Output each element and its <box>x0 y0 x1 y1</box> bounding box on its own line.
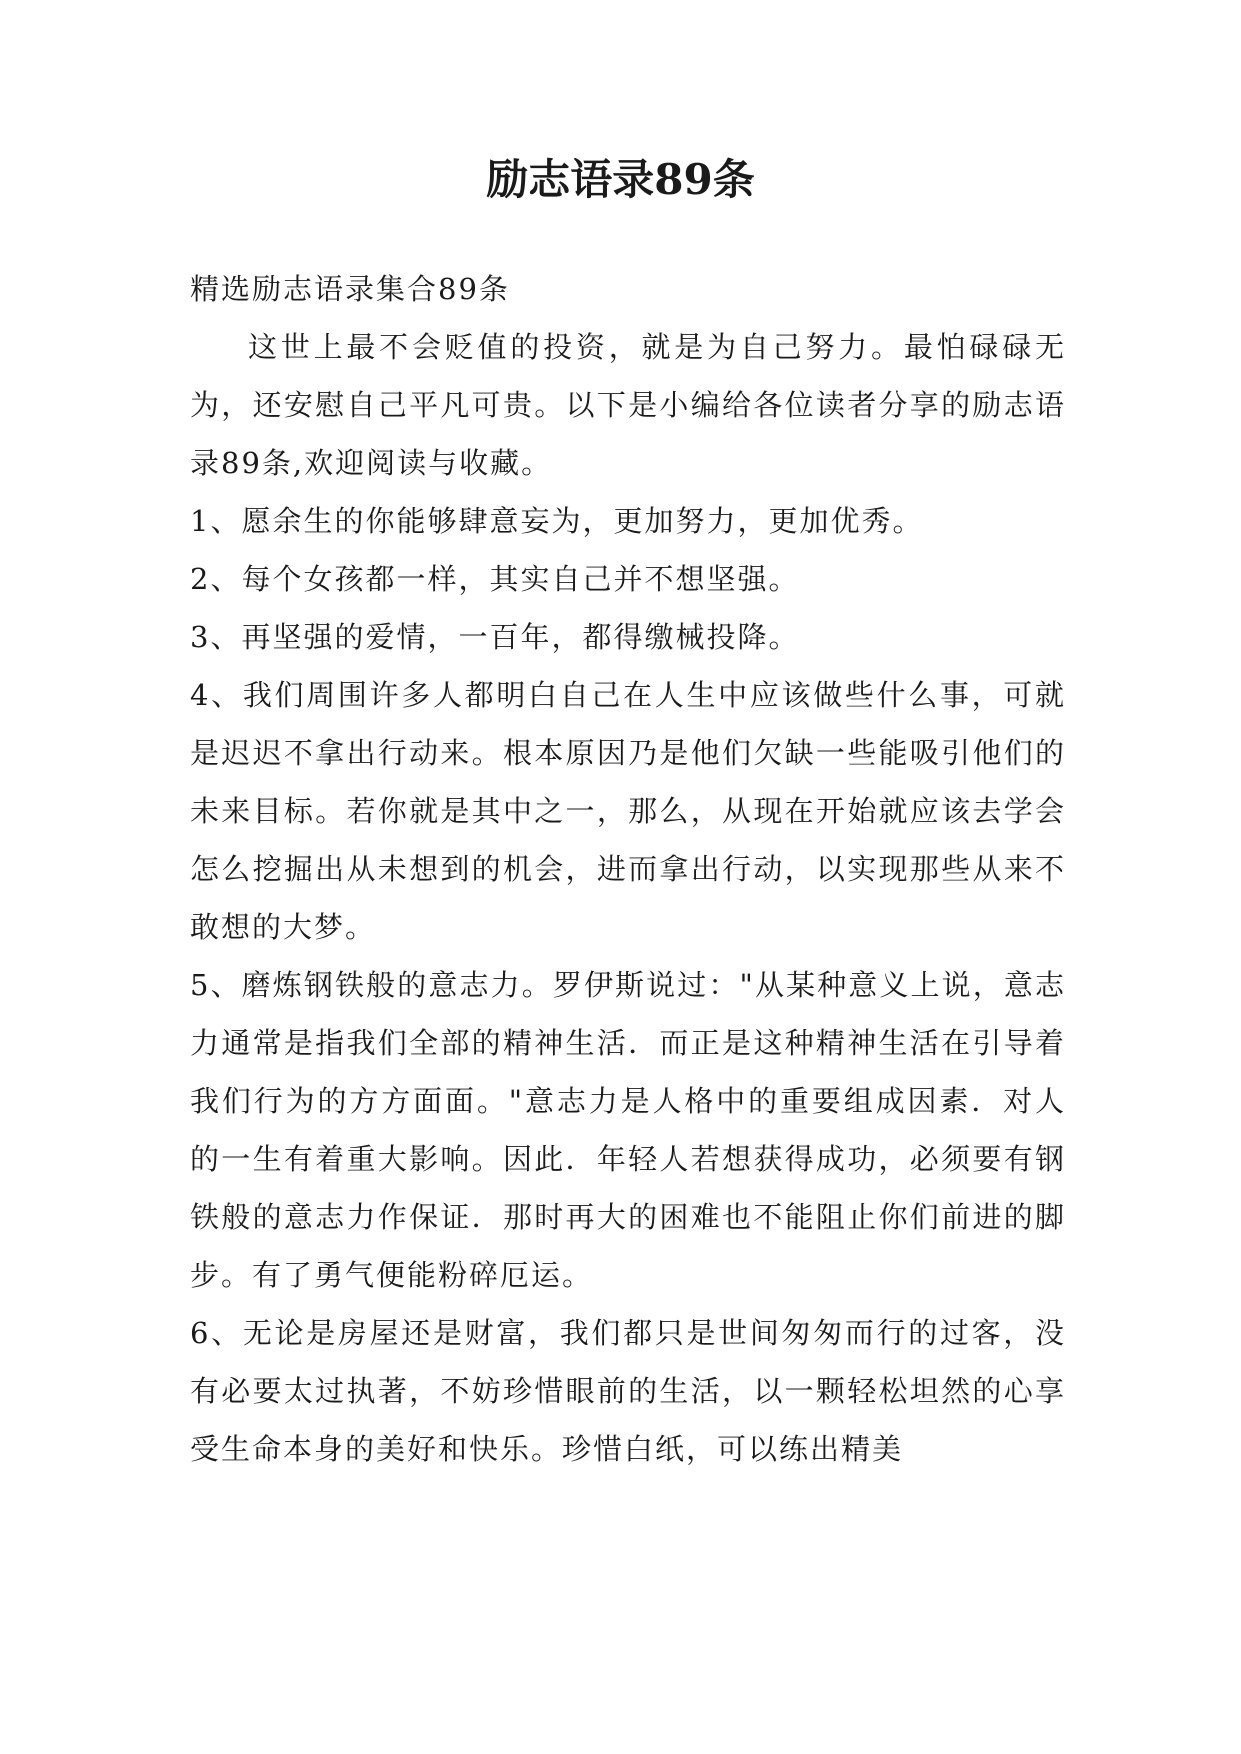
quote-item-3: 3、再坚强的爱情，一百年，都得缴械投降。 <box>190 620 800 654</box>
document-title: 励志语录89条 <box>486 155 755 204</box>
document-subtitle: 精选励志语录集合89条 <box>190 272 510 306</box>
quote-item-2: 2、每个女孩都一样，其实自己并不想坚强。 <box>190 562 800 596</box>
quote-item-4: 4、我们周围许多人都明白自己在人生中应该做些什么事，可就是迟迟不拿出行动来。根本原因乃是他们欠缺一些能吸引他们的未来目标。若你就是其中之一，那么，从现在开始就应该去学会怎么挖掘出从未想到的机会，进而拿出行动，以实现那些从来不敢想的大梦。 <box>190 678 1066 944</box>
intro-paragraph: 这世上最不会贬值的投资，就是为自己努力。最怕碌碌无为，还安慰自己平凡可贵。以下是小编给各位读者分享的励志语录89条,欢迎阅读与收藏。 <box>190 330 1066 480</box>
quote-item-1: 1、愿余生的你能够肆意妄为，更加努力，更加优秀。 <box>190 504 924 538</box>
quote-item-6: 6、无论是房屋还是财富，我们都只是世间匆匆而行的过客，没有必要太过执著，不妨珍惜眼前的生活，以一颗轻松坦然的心享受生命本身的美好和快乐。珍惜白纸，可以练出精美 <box>190 1316 1066 1466</box>
document-body <box>190 260 1066 1478</box>
quote-item-5: 5、磨炼钢铁般的意志力。罗伊斯说过："从某种意义上说，意志力通常是指我们全部的精神生活．而正是这种精神生活在引导着我们行为的方方面面。"意志力是人格中的重要组成因素．对人的一生有着重大影响。因此．年轻人若想获得成功，必须要有钢铁般的意志力作保证．那时再大的困难也不能阻止你们前进的脚步。有了勇气便能粉碎厄运。 <box>190 968 1066 1292</box>
